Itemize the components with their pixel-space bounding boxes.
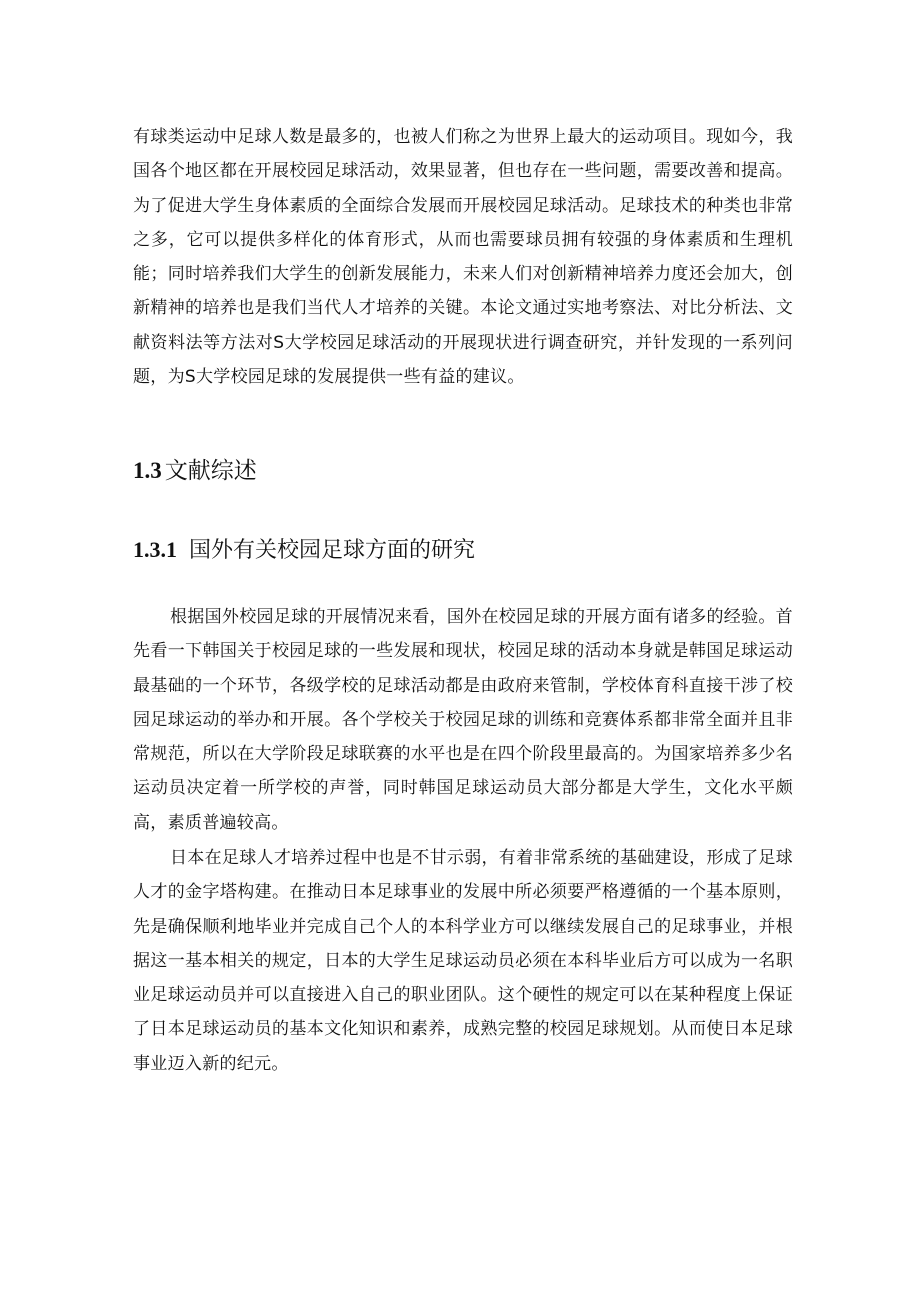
- subsection-number: 1.3.1: [133, 537, 177, 562]
- japan-paragraph: 日本在足球人才培养过程中也是不甘示弱，有着非常系统的基础建设，形成了足球人才的金字塔构建。在推动日本足球事业的发展中所必须要严格遵循的一个基本原则，先是确保顺利地毕业并完成自己个人的本科学业方可以继续发展自己的足球事业，并根据这一基本相关的规定，日本的大学生足球运动员必须在本科毕业后方可以成为一名职业足球运动员并可以直接进入自己的职业团队。这个硬性的规定可以在某种程度上保证了日本足球运动员的基本文化知识和素养，成熟完整的校园足球规划。从而使日本足球事业迈入新的纪元。: [133, 848, 793, 1074]
- korea-paragraph: 根据国外校园足球的开展情况来看，国外在校园足球的开展方面有诸多的经验。首先看一下韩国关于校园足球的一些发展和现状，校园足球的活动本身就是韩国足球运动最基础的一个环节，各级学校的足球活动都是由政府来管制，学校体育科直接干涉了校园足球运动的举办和开展。各个学校关于校园足球的训练和竞赛体系都非常全面并且非常规范，所以在大学阶段足球联赛的水平也是在四个阶段里最高的。为国家培养多少名运动员决定着一所学校的声誉，同时韩国足球运动员大部分都是大学生，文化水平颇高，素质普遍较高。: [133, 607, 793, 833]
- section-title: 文献综述: [164, 458, 257, 484]
- subsection-title: 国外有关校园足球方面的研究: [189, 538, 476, 563]
- intro-paragraph: 有球类运动中足球人数是最多的，也被人们称之为世界上最大的运动项目。现如今，我国各个地区都在开展校园足球活动，效果显著，但也存在一些问题，需要改善和提高。为了促进大学生身体素质的全面综合发展而开展校园足球活动。足球技术的种类也非常之多，它可以提供多样化的体育形式，从而也需要球员拥有较强的身体素质和生理机能；同时培养我们大学生的创新发展能力，未来人们对创新精神培养力度还会加大，创新精神的培养也是我们当代人才培养的关键。本论文通过实地考察法、对比分析法、文献资料法等方法对S大学校园足球活动的开展现状进行调查研究，并针发现的一系列问题，为S大学校园足球的发展提供一些有益的建议。: [133, 127, 793, 388]
- section-heading: [133, 452, 257, 485]
- subsection-heading: [133, 533, 475, 564]
- section-number: 1.3: [133, 458, 162, 483]
